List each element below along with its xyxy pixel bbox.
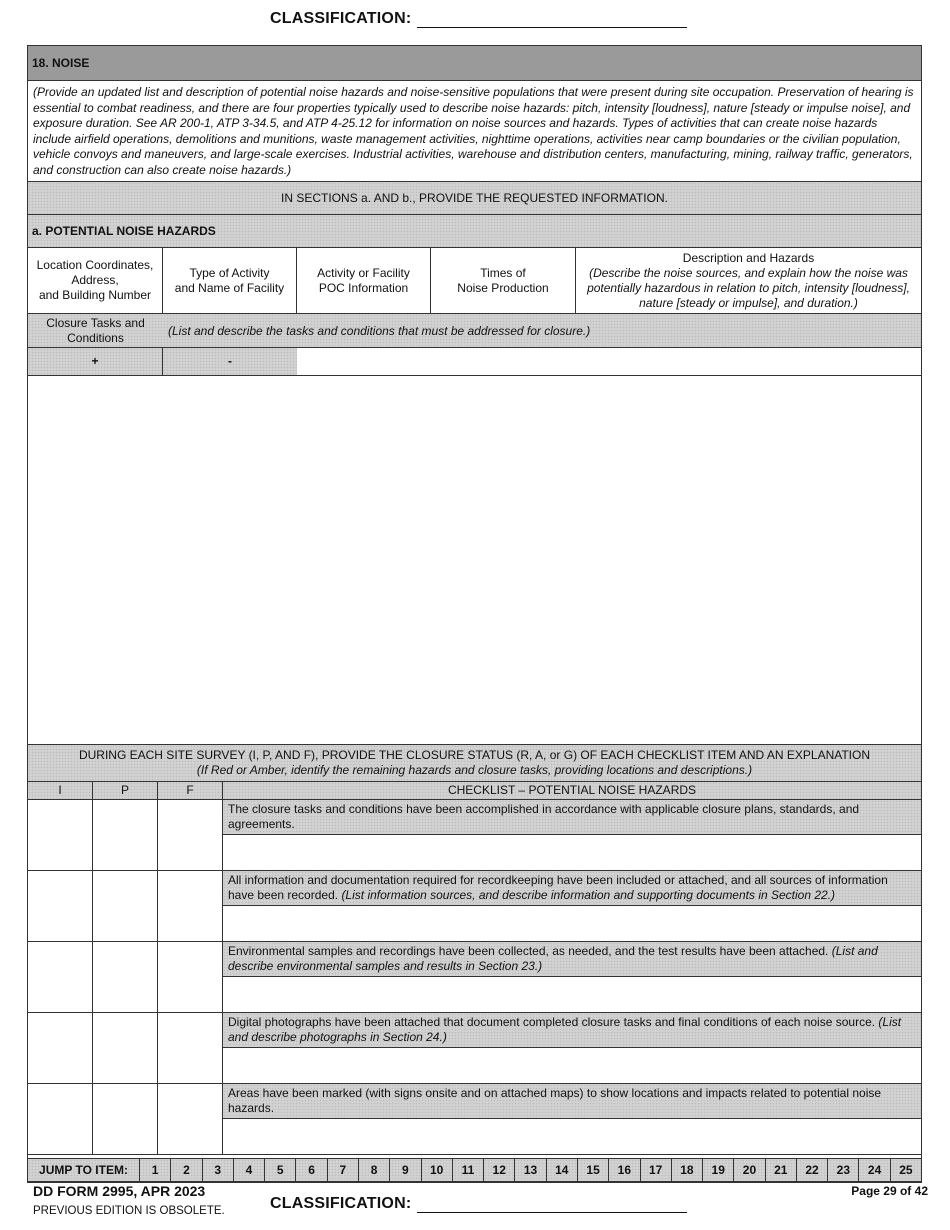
status-p-input[interactable]	[93, 871, 158, 941]
checklist-item-note: (List and describe environmental samples and results in Section 23.)	[228, 944, 878, 973]
page-number: Page 29 of 42	[851, 1184, 928, 1198]
jump-item-button[interactable]: 16	[609, 1159, 640, 1181]
jump-item-button[interactable]: 18	[672, 1159, 703, 1181]
checklist-item-text	[223, 942, 921, 977]
jump-item-button[interactable]: 24	[859, 1159, 890, 1181]
status-p-input[interactable]	[93, 1013, 158, 1083]
checklist-item-text	[223, 871, 921, 906]
survey-banner-text: DURING EACH SITE SURVEY (I, P, AND F), PROVIDE THE CLOSURE STATUS (R, A, or G) OF EACH CHECKLIST ITEM AND AN EXPLANATION	[78, 748, 871, 762]
jump-item-button[interactable]: 20	[734, 1159, 765, 1181]
column-poc: Activity or Facility POC Information	[297, 248, 431, 313]
jump-item-button[interactable]: 22	[797, 1159, 828, 1181]
col-p: P	[93, 782, 158, 799]
jump-item-button[interactable]: 4	[234, 1159, 265, 1181]
survey-banner-note: (If Red or Amber, identify the remaining hazards and closure tasks, providing locations and descriptions.)	[196, 763, 753, 777]
status-p-input[interactable]	[93, 942, 158, 1012]
section-instructions: (Provide an updated list and description of potential noise hazards and noise-sensitive populations that were present during site occupation. Preservation of hearing is essential to combat readiness, and there are four properties typically used to describe noise hazards: pitch, intensity [loudness], nature [steady or impulse noise], and exposure duration. See AR 200-1, ATP 3-34.5, and ATP 4-25.12 for information on noise sources and hazards. Types of activities that can create noise hazards include airfield operations, demolitions and munitions, waste management activities, nighttime operations, activities near camp boundaries or the civilian population, vehicle convoys and maneuvers, and large-scale exercises. Industrial activities, warehouse and distribution centers, manufacturing, mining, railway traffic, generators, and construction can also create noise hazards.)	[28, 81, 921, 182]
checklist-item-text	[223, 800, 921, 835]
checklist-item-note: (List information sources, and describe information and supporting documents in Section 22.)	[341, 888, 836, 902]
closure-note: (List and describe the tasks and conditions that must be addressed for closure.)	[168, 324, 591, 338]
checklist-item-text	[223, 1013, 921, 1048]
jump-item-button[interactable]: 7	[328, 1159, 359, 1181]
checklist-row	[28, 871, 921, 942]
status-f-input[interactable]	[158, 871, 223, 941]
closure-label: Closure Tasks and Conditions	[46, 315, 145, 345]
status-f-input[interactable]	[158, 942, 223, 1012]
checklist-explanation-input[interactable]	[223, 906, 921, 942]
status-i-input[interactable]	[28, 871, 93, 941]
checklist-row	[28, 1013, 921, 1084]
add-row-button[interactable]: +	[28, 348, 163, 375]
checklist-item-statement: Areas have been marked (with signs onsite and on attached maps) to show locations and impacts related to potential noise hazards.	[228, 1086, 882, 1115]
checklist-header	[28, 782, 921, 800]
column-description-title: Description and Hazards	[682, 250, 815, 265]
column-activity: Type of Activity and Name of Facility	[163, 248, 297, 313]
column-description-note: (Describe the noise sources, and explain how the noise was potentially hazardous in relation to pitch, intensity [loudness], nature [steady or impulse], and duration.)	[587, 265, 910, 310]
checklist-item-note: (List and describe photographs in Section 24.)	[228, 1015, 902, 1044]
jump-item-button[interactable]: 13	[515, 1159, 546, 1181]
jump-to-item-bar	[27, 1158, 922, 1182]
checklist-item-text	[223, 1084, 921, 1119]
jump-item-button[interactable]: 2	[171, 1159, 202, 1181]
status-p-input[interactable]	[93, 800, 158, 870]
classification-field[interactable]	[417, 1198, 687, 1213]
classification-field[interactable]	[417, 13, 687, 28]
status-i-input[interactable]	[28, 1013, 93, 1083]
checklist-item-statement: Digital photographs have been attached that document completed closure tasks and final conditions of each noise source.	[228, 1015, 876, 1029]
jump-item-button[interactable]: 15	[578, 1159, 609, 1181]
section-title: 18. NOISE	[28, 46, 921, 81]
form-number: DD FORM 2995, APR 2023	[33, 1183, 206, 1199]
jump-item-button[interactable]: 8	[359, 1159, 390, 1181]
classification-bottom	[270, 1195, 687, 1213]
jump-item-button[interactable]: 25	[899, 1163, 913, 1177]
classification-label: CLASSIFICATION:	[270, 10, 412, 27]
column-times: Times of Noise Production	[431, 248, 576, 313]
obsolete-note: PREVIOUS EDITION IS OBSOLETE.	[33, 1205, 225, 1217]
jump-item-button[interactable]: 12	[484, 1159, 515, 1181]
checklist-explanation-input[interactable]	[223, 977, 921, 1013]
status-p-input[interactable]	[93, 1084, 158, 1154]
add-remove-row	[28, 348, 921, 376]
status-f-input[interactable]	[158, 800, 223, 870]
jump-item-button[interactable]: 9	[390, 1159, 421, 1181]
jump-item-button[interactable]: 1	[140, 1159, 171, 1181]
hazards-title: a. POTENTIAL NOISE HAZARDS	[28, 215, 921, 248]
jump-item-button[interactable]: 23	[828, 1159, 859, 1181]
jump-item-button[interactable]: 17	[641, 1159, 672, 1181]
jump-item-button[interactable]: 14	[547, 1159, 578, 1181]
checklist-explanation-input[interactable]	[223, 1119, 921, 1155]
checklist-item-statement: All information and documentation required for recordkeeping have been included or attached, and all sources of information have been recorded.	[228, 873, 888, 902]
status-i-input[interactable]	[28, 942, 93, 1012]
jump-item-button[interactable]: 10	[422, 1159, 453, 1181]
classification-label: CLASSIFICATION:	[270, 1195, 412, 1212]
jump-item-button[interactable]: 6	[296, 1159, 327, 1181]
jump-label: JUMP TO ITEM:	[28, 1159, 140, 1181]
hazards-column-headers	[28, 248, 921, 314]
status-f-input[interactable]	[158, 1084, 223, 1154]
checklist-explanation-input[interactable]	[223, 835, 921, 871]
status-i-input[interactable]	[28, 800, 93, 870]
jump-item-button[interactable]: 19	[703, 1159, 734, 1181]
column-description	[576, 248, 921, 313]
status-i-input[interactable]	[28, 1084, 93, 1154]
hazards-entry-area[interactable]	[28, 376, 921, 744]
col-f: F	[158, 782, 223, 799]
status-f-input[interactable]	[158, 1013, 223, 1083]
checklist-item-statement: The closure tasks and conditions have been accomplished in accordance with applicable closure plans, standards, and agreements.	[228, 802, 860, 831]
checklist-item-statement: Environmental samples and recordings have been collected, as needed, and the test results have been attached.	[228, 944, 829, 958]
noise-form	[27, 45, 922, 1183]
classification-top	[270, 10, 687, 28]
sections-banner: IN SECTIONS a. AND b., PROVIDE THE REQUESTED INFORMATION.	[28, 182, 921, 215]
jump-item-button[interactable]: 11	[453, 1159, 484, 1181]
checklist-explanation-input[interactable]	[223, 1048, 921, 1084]
checklist-title: CHECKLIST – POTENTIAL NOISE HAZARDS	[447, 783, 697, 797]
closure-row	[28, 314, 921, 348]
checklist-row	[28, 1084, 921, 1155]
jump-item-button[interactable]: 21	[766, 1159, 797, 1181]
survey-banner	[28, 744, 921, 782]
column-location: Location Coordinates, Address, and Building Number	[28, 248, 163, 313]
remove-row-button[interactable]: -	[163, 348, 297, 375]
checklist-row	[28, 800, 921, 871]
col-i: I	[28, 782, 93, 799]
jump-item-button[interactable]: 3	[203, 1159, 234, 1181]
checklist-row	[28, 942, 921, 1013]
jump-item-button[interactable]: 5	[265, 1159, 296, 1181]
